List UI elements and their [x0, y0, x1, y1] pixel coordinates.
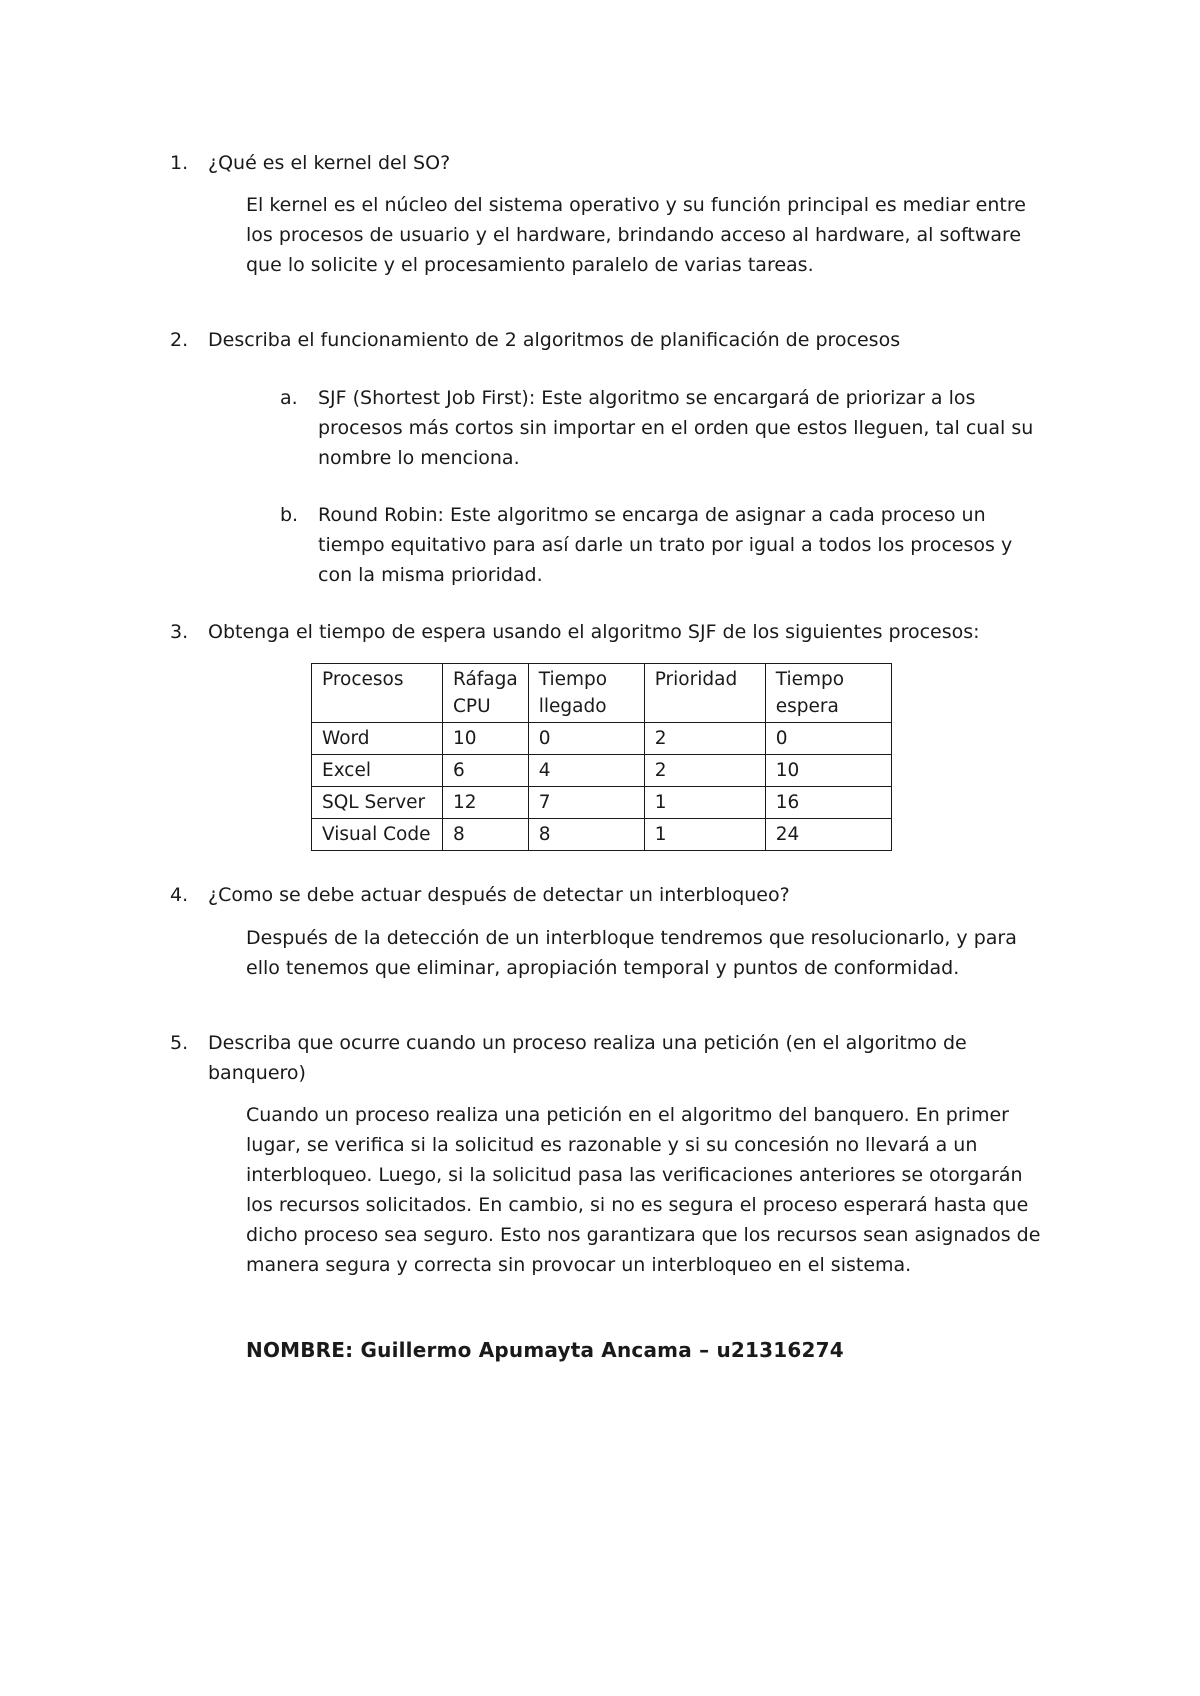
answer-text: El kernel es el núcleo del sistema operativo y su función principal es mediar entre los procesos de usuario y el hardware, brindando acceso al hardware, al software que lo solicite y el procesamiento paralelo de varias tareas.	[246, 194, 1026, 276]
table-row	[312, 819, 892, 851]
table-cell: 2	[644, 755, 765, 787]
question-3	[170, 617, 1048, 647]
table-cell: 6	[443, 755, 529, 787]
answer-1	[246, 190, 1046, 280]
table-cell: 0	[765, 723, 891, 755]
question-text: ¿Qué es el kernel del SO?	[208, 152, 451, 174]
sub-item-letter: a.	[280, 387, 298, 409]
table-cell: Visual Code	[312, 819, 443, 851]
table-row	[312, 723, 892, 755]
sub-item-letter: b.	[280, 504, 299, 526]
question-text: Obtenga el tiempo de espera usando el algoritmo SJF de los siguientes procesos:	[208, 621, 980, 643]
answer-text: Después de la detección de un interbloque tendremos que resolucionarlo, y para ello tenemos que eliminar, apropiación temporal y puntos de conformidad.	[246, 927, 1017, 979]
question-5	[170, 1028, 1048, 1088]
question-2	[170, 325, 1048, 355]
table-cell: 12	[443, 787, 529, 819]
question-text: ¿Como se debe actuar después de detectar un interbloqueo?	[208, 884, 790, 906]
question-1	[170, 148, 1048, 178]
header-cell: Tiempo espera	[765, 664, 891, 723]
header-cell: Procesos	[312, 664, 443, 723]
header-cell: Tiempo llegado	[528, 664, 644, 723]
sjf-table	[311, 663, 892, 851]
table-row	[312, 755, 892, 787]
table-cell: 24	[765, 819, 891, 851]
header-cell: Ráfaga CPU	[443, 664, 529, 723]
table-cell: 0	[528, 723, 644, 755]
table-cell: 16	[765, 787, 891, 819]
question-number: 5.	[170, 1032, 189, 1054]
sub-item-text: SJF (Shortest Job First): Este algoritmo se encargará de priorizar a los procesos más cortos sin importar en el orden que estos lleguen, tal cual su nombre lo menciona.	[318, 387, 1034, 469]
table-cell: 8	[443, 819, 529, 851]
question-number: 1.	[170, 152, 189, 174]
sub-item-a	[280, 383, 1048, 473]
question-4	[170, 880, 1048, 910]
question-number: 2.	[170, 329, 189, 351]
answer-text: Cuando un proceso realiza una petición en el algoritmo del banquero. En primer lugar, se verifica si la solicitud es razonable y si su concesión no llevará a un interbloqueo. Luego, si la solicitud pasa las verificaciones anteriores se otorgarán los recursos solicitados. En cambio, si no es segura el proceso esperará hasta que dicho proceso sea seguro. Esto nos garantizara que los recursos sean asignados de manera segura y correcta sin provocar un interbloqueo en el sistema.	[246, 1104, 1041, 1276]
table-cell: 4	[528, 755, 644, 787]
header-cell: Prioridad	[644, 664, 765, 723]
answer-5	[246, 1100, 1046, 1280]
table-cell: 1	[644, 819, 765, 851]
table-cell: 7	[528, 787, 644, 819]
student-name: NOMBRE: Guillermo Apumayta Ancama – u21316274	[246, 1338, 844, 1362]
table-cell: 2	[644, 723, 765, 755]
table-cell: 8	[528, 819, 644, 851]
table-cell: 10	[443, 723, 529, 755]
table-cell: SQL Server	[312, 787, 443, 819]
table-row	[312, 787, 892, 819]
sub-item-b	[280, 500, 1048, 590]
question-text: Describa el funcionamiento de 2 algoritmos de planificación de procesos	[208, 329, 901, 351]
table-cell: Excel	[312, 755, 443, 787]
table-cell: 10	[765, 755, 891, 787]
sub-item-text: Round Robin: Este algoritmo se encarga de asignar a cada proceso un tiempo equitativo para así darle un trato por igual a todos los procesos y con la misma prioridad.	[318, 504, 1013, 586]
question-number: 4.	[170, 884, 189, 906]
answer-4	[246, 923, 1046, 983]
table-cell: 1	[644, 787, 765, 819]
question-text: Describa que ocurre cuando un proceso realiza una petición (en el algoritmo de banquero)	[208, 1032, 967, 1084]
table-cell: Word	[312, 723, 443, 755]
question-number: 3.	[170, 621, 189, 643]
table-header-row	[312, 664, 892, 723]
